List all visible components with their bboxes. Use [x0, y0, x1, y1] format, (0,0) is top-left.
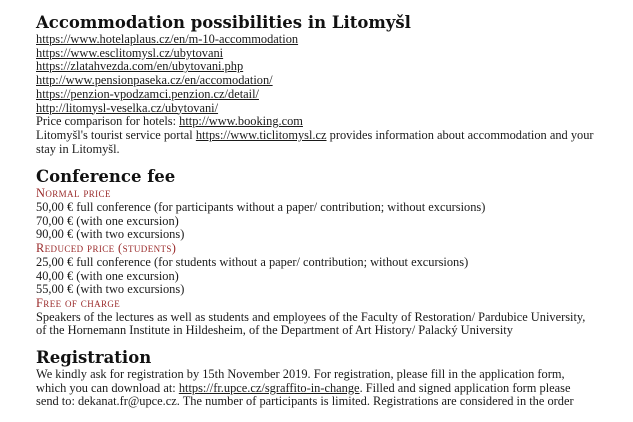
- accommodation-link[interactable]: https://zlatahvezda.com/en/ubytovani.php: [36, 59, 244, 74]
- accommodation-heading: Accommodation possibilities in Litomyšl: [36, 13, 411, 32]
- free-of-charge-label: Free of charge: [36, 295, 121, 310]
- booking-link[interactable]: http://www.booking.com: [179, 114, 303, 129]
- reduced-price-item: 55,00 € (with two excursions): [36, 282, 185, 297]
- accommodation-section: [36, 13, 596, 156]
- normal-price-item: 90,00 € (with two excursions): [36, 227, 185, 242]
- reduced-price-label: Reduced price (students): [36, 241, 177, 256]
- normal-price-item: 70,00 € (with one excursion): [36, 213, 179, 228]
- portal-link[interactable]: https://www.ticlitomysl.cz: [195, 127, 327, 142]
- registration-form-link[interactable]: https://fr.upce.cz/sgraffito-in-change: [178, 380, 360, 395]
- price-comparison: [36, 115, 596, 129]
- document-page: [36, 13, 596, 409]
- accommodation-link[interactable]: http://litomysl-veselka.cz/ubytovani/: [36, 100, 219, 115]
- registration-heading: Registration: [36, 348, 152, 368]
- accommodation-link[interactable]: http://www.pensionpaseka.cz/en/accomodation/: [36, 73, 273, 88]
- portal-text-before: Litomyšl's tourist service portal: [36, 127, 196, 142]
- registration-text-2: . Filled and signed application form please send to: dekanat.fr@upce.cz. The number of participants is limited. Registrations are considered in the order: [36, 380, 574, 409]
- reduced-price-item: 40,00 € (with one excursion): [36, 268, 179, 283]
- accommodation-links: [36, 33, 596, 115]
- conference-fee-heading: Conference fee: [36, 167, 176, 187]
- price-comparison-label: Price comparison for hotels:: [36, 114, 180, 129]
- accommodation-link[interactable]: https://www.esclitomysl.cz/ubytovani: [36, 45, 224, 60]
- normal-price-label: Normal price: [36, 186, 111, 201]
- portal-text-after: provides information about accommodation and your stay in Litomyšl.: [36, 127, 594, 156]
- conference-fee-section: [36, 167, 596, 338]
- normal-price-item: 50,00 € full conference (for participants without a paper/ contribution; without excursions): [36, 200, 486, 215]
- free-of-charge-text: Speakers of the lectures as well as students and employees of the Faculty of Restoration/ Pardubice University, of the Hornemann Institute in Hildesheim, of the Department of Art History/ Palacký University: [36, 309, 586, 338]
- registration-paragraph: [36, 368, 596, 409]
- accommodation-link[interactable]: https://penzion-vpodzamci.penzion.cz/detail/: [36, 86, 259, 101]
- reduced-price-item: 25,00 € full conference (for students without a paper/ contribution; without excursions): [36, 254, 469, 269]
- portal-paragraph: [36, 129, 596, 156]
- registration-section: [36, 348, 596, 409]
- accommodation-link[interactable]: https://www.hotelaplaus.cz/en/m-10-accommodation: [36, 32, 299, 46]
- registration-text-1: We kindly ask for registration by 15th November 2019. For registration, please fill in the application form, which you can download at:: [36, 367, 565, 395]
